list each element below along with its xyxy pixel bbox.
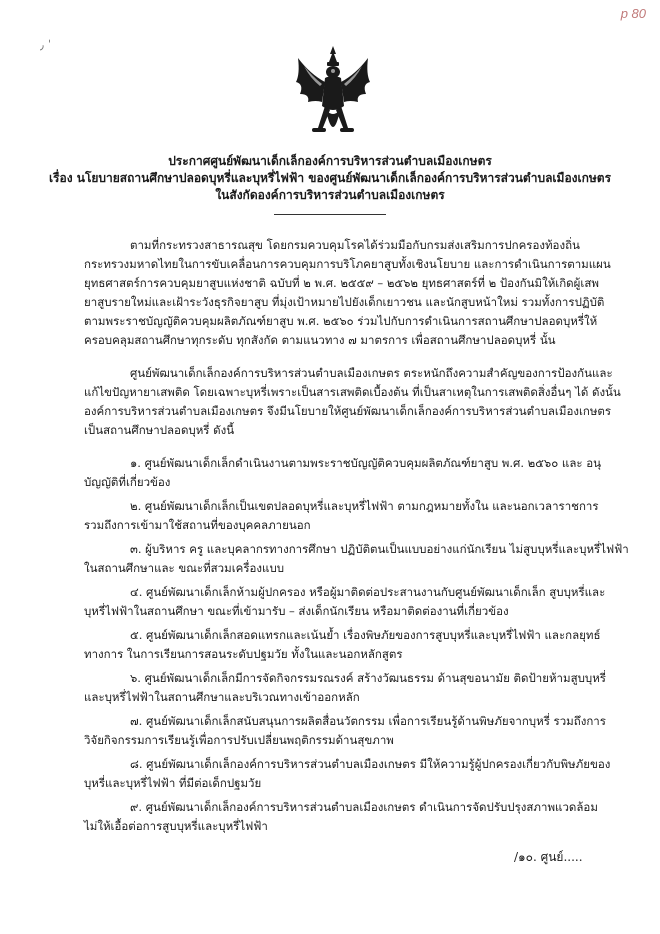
announcement-body — [84, 236, 629, 841]
policy-item-line: ๙. ศูนย์พัฒนาเด็กเล็กองค์การบริหารส่วนตำบลเมืองเกษตร ดำเนินการจัดปรับปรุงสภาพแวดล้อม — [130, 800, 598, 814]
policy-item — [84, 454, 624, 492]
policy-item-line: บุหรี่ไฟฟ้าในสถานศึกษา ขณะที่เข้ามารับ – ส่งเด็กนักเรียน หรือมาติดต่องานที่เกี่ยวข้อง — [84, 604, 509, 618]
announcement-subtitle: ในสังกัดองค์การบริหารส่วนตำบลเมืองเกษตร — [215, 188, 445, 202]
policy-item-line: รวมถึงการเข้ามาใช้สถานที่ของบุคคลภายนอก — [84, 518, 311, 532]
policy-item-line: ๗. ศูนย์พัฒนาเด็กเล็กสนับสนุนการผลิตสื่อนวัตกรรม เพื่อการเรียนรู้ด้านพิษภัยจากบุหรี่ รวมถึงการ — [130, 714, 606, 728]
policy-item — [84, 712, 624, 750]
policy-item-line: และบุหรี่ไฟฟ้าในสถานศึกษาและบริเวณทางเข้าออกหลัก — [84, 690, 360, 704]
policy-item-line: ทางการ ในการเรียนการสอนระดับปฐมวัย ทั้งในและนอกหลักสูตร — [84, 647, 403, 661]
policy-item-line: ๒. ศูนย์พัฒนาเด็กเล็กเป็นเขตปลอดบุหรี่และบุหรี่ไฟฟ้า ตามกฎหมายทั้งใน และนอกเวลาราชการ — [130, 499, 599, 513]
policy-item — [84, 583, 624, 621]
policy-item-line: ๕. ศูนย์พัฒนาเด็กเล็กสอดแทรกและเน้นย้ำ เรื่องพิษภัยของการสูบบุหรี่และบุหรี่ไฟฟ้า และกลยุทธ์ — [130, 628, 601, 642]
policy-item-line: วิจัยกิจกรรมการเรียนรู้เพื่อการปรับเปลี่ยนพฤติกรรมด้านสุขภาพ — [84, 733, 394, 747]
announcement-header — [0, 153, 660, 204]
policy-item-line: ๔. ศูนย์พัฒนาเด็กเล็กห้ามผู้ปกครอง หรือผู้มาติดต่อประสานงานกับศูนย์พัฒนาเด็กเล็ก สูบบุหรี่และ — [130, 585, 606, 599]
announcement-title: ประกาศศูนย์พัฒนาเด็กเล็กองค์การบริหารส่วนตำบลเมืองเกษตร — [168, 154, 492, 168]
policy-item-line: ไม่ให้เอื้อต่อการสูบบุหรี่และบุหรี่ไฟฟ้า — [84, 819, 268, 833]
policy-item-line: บัญญัติที่เกี่ยวข้อง — [84, 475, 171, 489]
policy-item — [84, 755, 624, 793]
policy-item-line: ในสถานศึกษาและ ขณะที่สวมเครื่องแบบ — [84, 561, 285, 575]
policy-item — [84, 626, 624, 664]
policy-item — [84, 669, 624, 707]
garuda-emblem-icon — [292, 44, 374, 148]
header-divider — [274, 214, 386, 215]
policy-item-line: ๓. ผู้บริหาร ครู และบุคลากรทางการศึกษา ปฏิบัติตนเป็นแบบอย่างแก่นักเรียน ไม่สูบบุหรี่และบุหรี่ไฟฟ้า — [130, 542, 629, 556]
policy-item-line: ๑. ศูนย์พัฒนาเด็กเล็กดำเนินงานตามพระราชบัญญัติควบคุมผลิตภัณฑ์ยาสูบ พ.ศ. ๒๕๖๐ และ อนุ — [130, 456, 601, 470]
policy-item-line: ๘. ศูนย์พัฒนาเด็กเล็กองค์การบริหารส่วนตำบลเมืองเกษตร มีให้ความรู้ผู้ปกครองเกี่ยวกับพิษภัยของ — [130, 757, 611, 771]
policy-item-line: บุหรี่และบุหรี่ไฟฟ้า ที่มีต่อเด็กปฐมวัย — [84, 776, 262, 790]
scan-speck: ٫ ˈ — [40, 38, 52, 52]
policy-item — [84, 540, 629, 578]
page-annotation: p 80 — [620, 6, 646, 21]
policy-item — [84, 497, 624, 535]
paragraph: ตามที่กระทรวงสาธารณสุข โดยกรมควบคุมโรคได้ร่วมมือกับกรมส่งเสริมการปกครองท้องถิ่น กระทรวงมหาดไทยในการขับเคลื่อนการควบคุมการบริโภคยาสูบทั้งเชิงนโยบาย และการดำเนินการตามแผนยุทธศาสตร์การควบคุมยาสูบแห่งชาติ ฉบับที่ ๒ พ.ศ. ๒๕๕๙ – ๒๕๖๒ ยุทธศาสตร์ที่ ๒ ป้องกันมิให้เกิดผู้เสพยาสูบรายใหม่และเฝ้าระวังธุรกิจยาสูบ ที่มุ่งเป้าหมายไปยังเด็กเยาวชน และนักสูบหน้าใหม่ รวมทั้งการปฏิบัติตามพระราชบัญญัติควบคุมผลิตภัณฑ์ยาสูบ พ.ศ. ๒๕๖๐ ร่วมไปกับการดำเนินการสถานศึกษาปลอดบุหรี่ให้ครอบคลุมสถานศึกษาทุกระดับ ทุกสังกัด ตามแนวทาง ๗ มาตรการ เพื่อสถานศึกษาปลอดบุหรี่ นั้น — [84, 238, 611, 347]
continuation-marker: /๑๐. ศูนย์..... — [514, 850, 583, 864]
paragraph: ศูนย์พัฒนาเด็กเล็กองค์การบริหารส่วนตำบลเมืองเกษตร ตระหนักถึงความสำคัญของการป้องกันและแก้ไขปัญหายาเสพติด โดยเฉพาะบุหรี่เพราะเป็นสารเสพติดเบื้องต้น ที่เป็นสาเหตุในการเสพติดสิ่งอื่นๆ ได้ ดังนั้นองค์การบริหารส่วนตำบลเมืองเกษตร จึงมีนโยบายให้ศูนย์พัฒนาเด็กเล็กองค์การบริหารส่วนตำบลเมืองเกษตรเป็นสถานศึกษาปลอดบุหรี่ ดังนี้ — [84, 366, 621, 437]
announcement-subject: เรื่อง นโยบายสถานศึกษาปลอดบุหรี่และบุหรี่ไฟฟ้า ของศูนย์พัฒนาเด็กเล็กองค์การบริหารส่วนตำบลเมืองเกษตร — [48, 171, 612, 185]
policy-item — [84, 798, 624, 836]
policy-item-line: ๖. ศูนย์พัฒนาเด็กเล็กมีการจัดกิจกรรมรณรงค์ สร้างวัฒนธรรม ด้านสุขอนามัย ติดป้ายห้ามสูบบุหรี่ — [130, 671, 606, 685]
